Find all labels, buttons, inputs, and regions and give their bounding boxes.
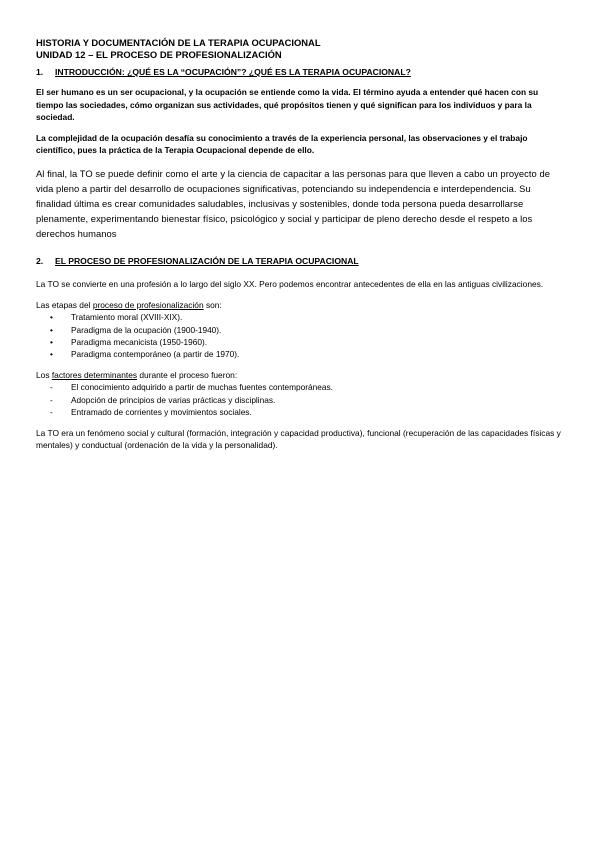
- document-page: [36, 37, 566, 452]
- unit-title: UNIDAD 12 – EL PROCESO DE PROFESIONALIZACIÓN: [36, 49, 282, 60]
- list-item: [36, 381, 566, 393]
- dash-marker: -: [50, 394, 53, 405]
- bullet-marker: •: [50, 324, 53, 335]
- section-1-number: 1.: [36, 67, 44, 77]
- list-item-text: El conocimiento adquirido a partir de muchas fuentes contemporáneas.: [71, 382, 333, 393]
- section-2-title: EL PROCESO DE PROFESIONALIZACIÓN DE LA TERAPIA OCUPACIONAL: [55, 255, 359, 266]
- section-1-paragraph-2: La complejidad de la ocupación desafía su conocimiento a través de la experiencia personal, las observaciones y el trabajo científico, pues la práctica de la Terapia Ocupacional depende de ello.: [36, 132, 528, 156]
- list-item: [36, 348, 566, 360]
- list-item-text: Tratamiento moral (XVIII-XIX).: [71, 312, 183, 323]
- list-item-text: Paradigma mecanicista (1950-1960).: [71, 336, 208, 347]
- factors-lead-pre: Los: [36, 369, 52, 380]
- list-item-text: Entramado de corrientes y movimientos sociales.: [71, 407, 252, 418]
- section-1-heading: [36, 67, 566, 78]
- stages-lead: [36, 299, 566, 312]
- stages-lead-pre: Las etapas del: [36, 299, 93, 310]
- list-item: [36, 336, 566, 348]
- factors-lead: [36, 369, 566, 382]
- document-title: HISTORIA Y DOCUMENTACIÓN DE LA TERAPIA OCUPACIONAL: [36, 37, 321, 48]
- dash-marker: -: [50, 382, 53, 393]
- list-item: [36, 324, 566, 336]
- section-2-number: 2.: [36, 255, 44, 266]
- list-item: [36, 311, 566, 323]
- bullet-marker: •: [50, 312, 53, 323]
- stages-list: [36, 311, 566, 361]
- section-1-title: INTRODUCCIÓN: ¿QUÉ ES LA “OCUPACIÓN”? ¿QUÉ ES LA TERAPIA OCUPACIONAL?: [55, 67, 411, 77]
- list-item: [36, 406, 566, 418]
- section-1-paragraph-3: Al final, la TO se puede definir como el arte y la ciencia de capacitar a las personas para que lleven a cabo un proyecto de vida pleno a partir del desarrollo de ocupaciones significativas, potenciando su independencia e interdependencia. Su finalidad última es crear comunidades saludables, inclusivas y sostenibles, donde toda persona pueda desarrollarse plenamente, experimentando bienestar físico, psicológico y social y participar de pleno derecho desde el respeto a los derechos humanos: [36, 167, 550, 239]
- factors-lead-post: durante el proceso fueron:: [137, 369, 238, 380]
- section-2-closing: La TO era un fenómeno social y cultural (formación, integración y capacidad productiva), funcional (recuperación de las capacidades físicas y mentales) y conductual (ordenación de la vida y la personalidad).: [36, 427, 561, 451]
- bullet-marker: •: [50, 349, 53, 360]
- section-2-heading: [36, 256, 566, 267]
- section-1-paragraph-1: El ser humano es un ser ocupacional, y la ocupación se entiende como la vida. El término ayuda a entender qué hacen con su tiempo las sociedades, cómo organizan sus actividades, qué propósitos tienen y qué significan para los individuos y para la sociedad.: [36, 87, 539, 123]
- bullet-marker: •: [50, 336, 53, 347]
- list-item: [36, 394, 566, 406]
- stages-lead-underlined: proceso de profesionalización: [92, 299, 204, 310]
- list-item-text: Adopción de principios de varias prácticas y disciplinas.: [71, 394, 276, 405]
- factors-lead-underlined: factores determinantes: [51, 369, 138, 380]
- list-item-text: Paradigma de la ocupación (1900-1940).: [71, 324, 222, 335]
- dash-marker: -: [50, 407, 53, 418]
- stages-lead-post: son:: [203, 299, 222, 310]
- list-item-text: Paradigma contemporáneo (a partir de 1970).: [71, 349, 240, 360]
- factors-list: [36, 381, 566, 418]
- section-2-intro: La TO se convierte en una profesión a lo largo del siglo XX. Pero podemos encontrar antecedentes de ella en las antiguas civilizaciones.: [36, 278, 544, 289]
